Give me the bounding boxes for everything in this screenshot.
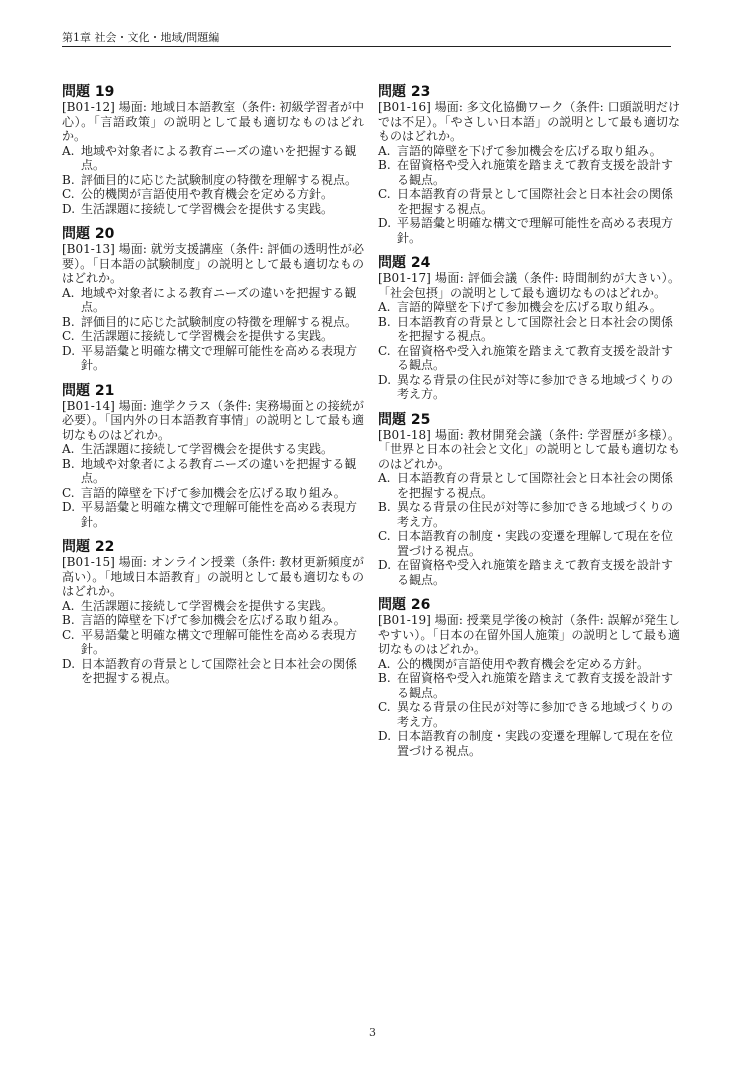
- question-stem: [B01-13] 場面: 就労支援講座（条件: 評価の透明性が必要）。「日本語の試験制度」の説明として最も適切なものはどれか。: [62, 242, 364, 285]
- option-label: A.: [378, 300, 391, 314]
- option-text: 生活課題に接続して学習機会を提供する実践。: [81, 598, 334, 613]
- answer-option: [62, 173, 364, 188]
- answer-option: [378, 500, 680, 529]
- option-text: 評価目的に応じた試験制度の特徴を理解する視点。: [81, 172, 358, 187]
- option-label: C.: [378, 343, 391, 358]
- option-text: 平易語彙と明確な構文で理解可能性を高める表現方針。: [397, 216, 674, 245]
- option-text: 地域や対象者による教育ニーズの違いを把握する観点。: [81, 456, 357, 485]
- option-label: D.: [378, 558, 392, 572]
- question-stem: [B01-15] 場面: オンライン授業（条件: 教材更新頻度が高い）。「地域日本語教育」の説明として最も適切なものはどれか。: [62, 555, 364, 598]
- question-title: 問題 24: [378, 255, 431, 271]
- question-title: 問題 25: [378, 411, 431, 428]
- option-label: A.: [62, 285, 75, 300]
- option-label: D.: [378, 216, 392, 230]
- option-label: D.: [62, 500, 76, 514]
- option-label: C.: [378, 187, 391, 201]
- option-label: C.: [378, 700, 391, 714]
- question-title: 問題 20: [62, 226, 115, 242]
- option-label: B.: [62, 172, 75, 187]
- option-label: B.: [378, 500, 391, 514]
- question-stem: [B01-18] 場面: 教材開発会議（条件: 学習歴が多様）。「世界と日本の社会と文化」の説明として最も適切なものはどれか。: [378, 427, 680, 471]
- question-block: [378, 597, 680, 758]
- option-text: 言語的障壁を下げて参加機会を広げる取り組み。: [81, 485, 346, 500]
- option-text: 生活課題に接続して学習機会を提供する実践。: [81, 201, 334, 216]
- answer-option: [378, 300, 680, 315]
- answer-option: [378, 144, 680, 159]
- question-title: 問題 26: [378, 597, 431, 613]
- option-label: B.: [62, 314, 75, 329]
- option-label: D.: [62, 201, 76, 216]
- option-text: 日本語教育の制度・実践の変遷を理解して現在を位置づける視点。: [397, 529, 674, 558]
- option-text: 平易語彙と明確な構文で理解可能性を高める表現方針。: [81, 500, 358, 529]
- answer-option: [378, 471, 680, 500]
- option-text: 在留資格や受入れ施策を踏まえて教育支援を設計する観点。: [397, 671, 674, 700]
- option-label: A.: [378, 656, 391, 671]
- option-label: D.: [378, 372, 392, 387]
- question-block: [378, 255, 680, 402]
- option-text: 公的機関が言語使用や教育機会を定める方針。: [397, 656, 650, 671]
- option-text: 評価目的に応じた試験制度の特徴を理解する視点。: [81, 314, 358, 329]
- option-label: A.: [62, 598, 75, 613]
- option-label: B.: [378, 314, 391, 329]
- left-column: [62, 84, 364, 696]
- answer-option: [378, 344, 680, 373]
- answer-option: [62, 486, 364, 501]
- option-text: 生活課題に接続して学習機会を提供する実践。: [81, 442, 334, 456]
- answer-option: [62, 442, 364, 457]
- answer-option: [62, 202, 364, 217]
- option-text: 日本語教育の背景として国際社会と日本社会の関係を把握する視点。: [397, 187, 674, 216]
- option-label: B.: [378, 671, 391, 685]
- option-label: B.: [378, 158, 391, 172]
- answer-option: [378, 216, 680, 245]
- answer-option: [378, 529, 680, 558]
- question-stem: [B01-12] 場面: 地域日本語教室（条件: 初級学習者が中心）。「言語政策」の説明として最も適切なものはどれか。: [62, 100, 364, 143]
- answer-option: [62, 628, 364, 657]
- answer-option: [62, 144, 364, 173]
- answer-option: [378, 671, 680, 700]
- question-title: 問題 22: [62, 539, 115, 555]
- option-text: 公的機関が言語使用や教育機会を定める方針。: [81, 187, 334, 201]
- option-label: A.: [378, 143, 391, 158]
- question-block: [378, 84, 680, 245]
- chapter-header: 第1章 社会・文化・地域/問題編: [62, 30, 671, 47]
- answer-option: [378, 187, 680, 216]
- option-label: D.: [62, 656, 76, 671]
- option-label: A.: [62, 143, 75, 158]
- option-text: 生活課題に接続して学習機会を提供する実践。: [81, 329, 334, 343]
- option-label: A.: [378, 471, 391, 485]
- answer-option: [62, 500, 364, 529]
- page-number: 3: [369, 1026, 376, 1039]
- question-block: [62, 226, 364, 373]
- option-text: 日本語教育の背景として国際社会と日本社会の関係を把握する視点。: [397, 314, 674, 343]
- option-text: 在留資格や受入れ施策を踏まえて教育支援を設計する観点。: [397, 558, 674, 587]
- option-text: 在留資格や受入れ施策を踏まえて教育支援を設計する観点。: [397, 158, 674, 187]
- answer-option: [62, 315, 364, 330]
- answer-option: [378, 657, 680, 672]
- question-stem: [B01-14] 場面: 進学クラス（条件: 実務場面との接続が必要）。「国内外の日本語教育事情」の説明として最も適切なものはどれか。: [62, 398, 364, 442]
- question-stem: [B01-17] 場面: 評価会議（条件: 時間制約が大きい）。「社会包摂」の説明として最も適切なものはどれか。: [378, 271, 680, 300]
- option-label: C.: [62, 485, 75, 500]
- option-text: 在留資格や受入れ施策を踏まえて教育支援を設計する観点。: [397, 343, 674, 372]
- option-text: 異なる背景の住民が対等に参加できる地域づくりの考え方。: [397, 700, 674, 729]
- question-title: 問題 19: [62, 84, 115, 100]
- option-text: 言語的障壁を下げて参加機会を広げる取り組み。: [81, 613, 346, 627]
- option-text: 平易語彙と明確な構文で理解可能性を高める表現方針。: [81, 627, 358, 656]
- question-stem: [B01-16] 場面: 多文化協働ワーク（条件: 口頭説明だけでは不足）。「やさしい日本語」の説明として最も適切なものはどれか。: [378, 100, 680, 143]
- option-label: B.: [62, 613, 75, 627]
- answer-option: [378, 158, 680, 187]
- answer-option: [62, 657, 364, 686]
- option-label: B.: [62, 456, 75, 471]
- question-block: [378, 412, 680, 588]
- question-title: 問題 23: [378, 84, 431, 100]
- question-block: [62, 539, 364, 686]
- answer-option: [378, 700, 680, 729]
- option-text: 言語的障壁を下げて参加機会を広げる取り組み。: [397, 143, 662, 158]
- option-text: 地域や対象者による教育ニーズの違いを把握する観点。: [81, 143, 357, 172]
- option-text: 日本語教育の背景として国際社会と日本社会の関係を把握する視点。: [397, 471, 674, 500]
- option-text: 異なる背景の住民が対等に参加できる地域づくりの考え方。: [397, 500, 674, 529]
- answer-option: [62, 329, 364, 344]
- question-title: 問題 21: [62, 382, 115, 399]
- answer-option: [378, 315, 680, 344]
- answer-option: [378, 729, 680, 758]
- option-label: C.: [62, 627, 75, 642]
- answer-option: [378, 373, 680, 402]
- option-text: 日本語教育の背景として国際社会と日本社会の関係を把握する視点。: [81, 656, 358, 685]
- answer-option: [62, 344, 364, 373]
- question-stem: [B01-19] 場面: 授業見学後の検討（条件: 誤解が発生しやすい）。「日本の在留外国人施策」の説明として最も適切なものはどれか。: [378, 613, 680, 656]
- answer-option: [62, 457, 364, 486]
- option-label: A.: [62, 442, 75, 456]
- option-text: 異なる背景の住民が対等に参加できる地域づくりの考え方。: [397, 372, 674, 401]
- answer-option: [62, 286, 364, 315]
- option-label: C.: [378, 529, 391, 543]
- option-label: D.: [62, 343, 76, 358]
- option-text: 平易語彙と明確な構文で理解可能性を高める表現方針。: [81, 343, 358, 372]
- option-label: D.: [378, 729, 392, 743]
- option-label: C.: [62, 329, 75, 343]
- question-block: [62, 84, 364, 216]
- option-text: 言語的障壁を下げて参加機会を広げる取り組み。: [397, 300, 662, 314]
- answer-option: [62, 187, 364, 202]
- right-column: [378, 84, 680, 768]
- answer-option: [378, 558, 680, 587]
- answer-option: [62, 613, 364, 628]
- option-text: 日本語教育の制度・実践の変遷を理解して現在を位置づける視点。: [397, 729, 674, 758]
- option-text: 地域や対象者による教育ニーズの違いを把握する観点。: [81, 285, 357, 314]
- option-label: C.: [62, 187, 75, 201]
- answer-option: [62, 599, 364, 614]
- question-block: [62, 383, 364, 530]
